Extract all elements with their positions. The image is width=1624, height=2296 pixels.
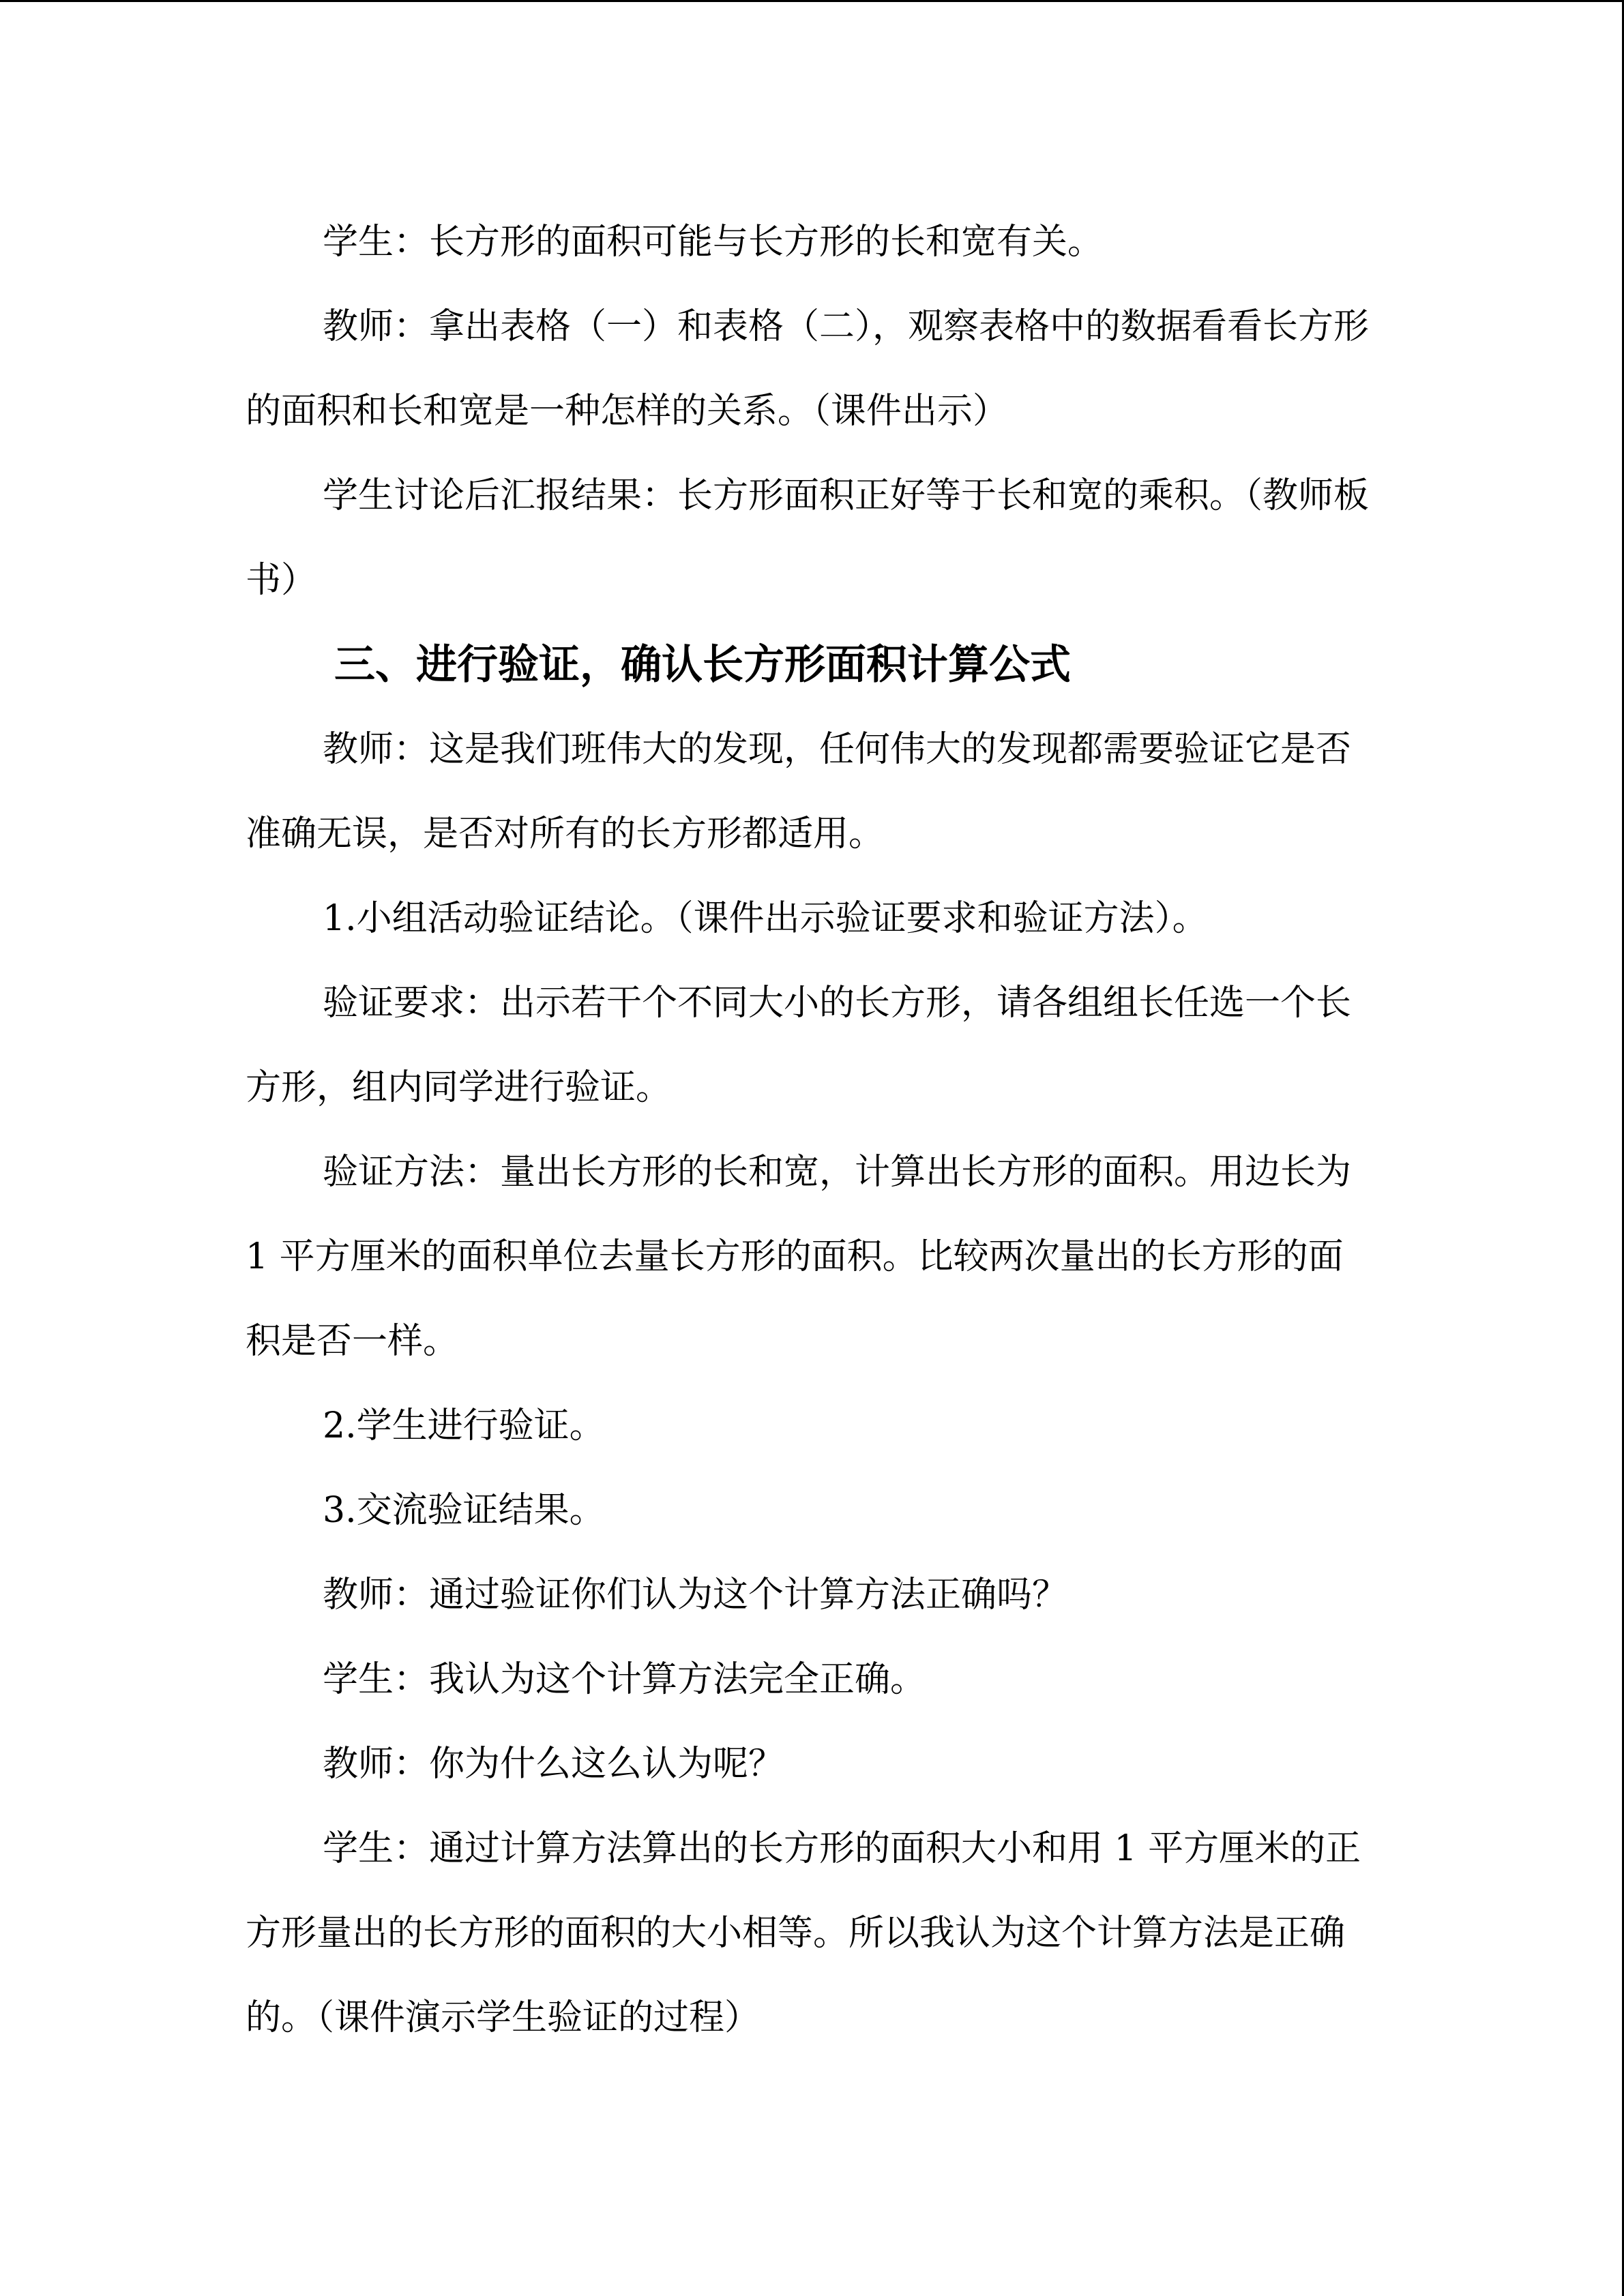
paragraph-verify-method: 验证方法：量出长方形的长和宽，计算出长方形的面积。用边长为 1 平方厘米的面积单位去量长方形的面积。比较两次量出的长方形的面积是否一样。	[246, 1152, 1352, 1362]
paragraph-teacher-tables: 教师：拿出表格（一）和表格（二），观察表格中的数据看看长方形的面积和长和宽是一种怎样的关系。（课件出示）	[246, 306, 1370, 432]
paragraph-step-3: 3.交流验证结果。	[323, 1490, 605, 1531]
section-heading: 三、进行验证，确认长方形面积计算公式	[334, 641, 1071, 689]
paragraph-step-2: 2.学生进行验证。	[323, 1405, 605, 1446]
document-body	[246, 200, 1378, 2060]
paragraph-student-explanation: 学生：通过计算方法算出的长方形的面积大小和用 1 平方厘米的正方形量出的长方形的面积的大小相等。所以我认为这个计算方法是正确的。（课件演示学生验证的过程）	[246, 1828, 1361, 2038]
paragraph-verify-requirements: 验证要求：出示若干个不同大小的长方形，请各组组长任选一个长方形，组内同学进行验证。	[246, 983, 1352, 1108]
paragraph-student-report: 学生讨论后汇报结果：长方形面积正好等于长和宽的乘积。（教师板书）	[246, 475, 1370, 601]
paragraph-teacher-question: 教师：通过验证你们认为这个计算方法正确吗？	[323, 1575, 1068, 1615]
paragraph-teacher-why: 教师：你为什么这么认为呢？	[323, 1744, 784, 1785]
paragraph-teacher-verify: 教师：这是我们班伟大的发现，任何伟大的发现都需要验证它是否准确无误，是否对所有的长方形都适用。	[246, 729, 1352, 854]
paragraph-step-1: 1.小组活动验证结论。（课件出示验证要求和验证方法）。	[323, 898, 1208, 939]
paragraph-student-guess: 学生：长方形的面积可能与长方形的长和宽有关。	[323, 222, 1104, 263]
paragraph-student-answer: 学生：我认为这个计算方法完全正确。	[323, 1659, 926, 1700]
